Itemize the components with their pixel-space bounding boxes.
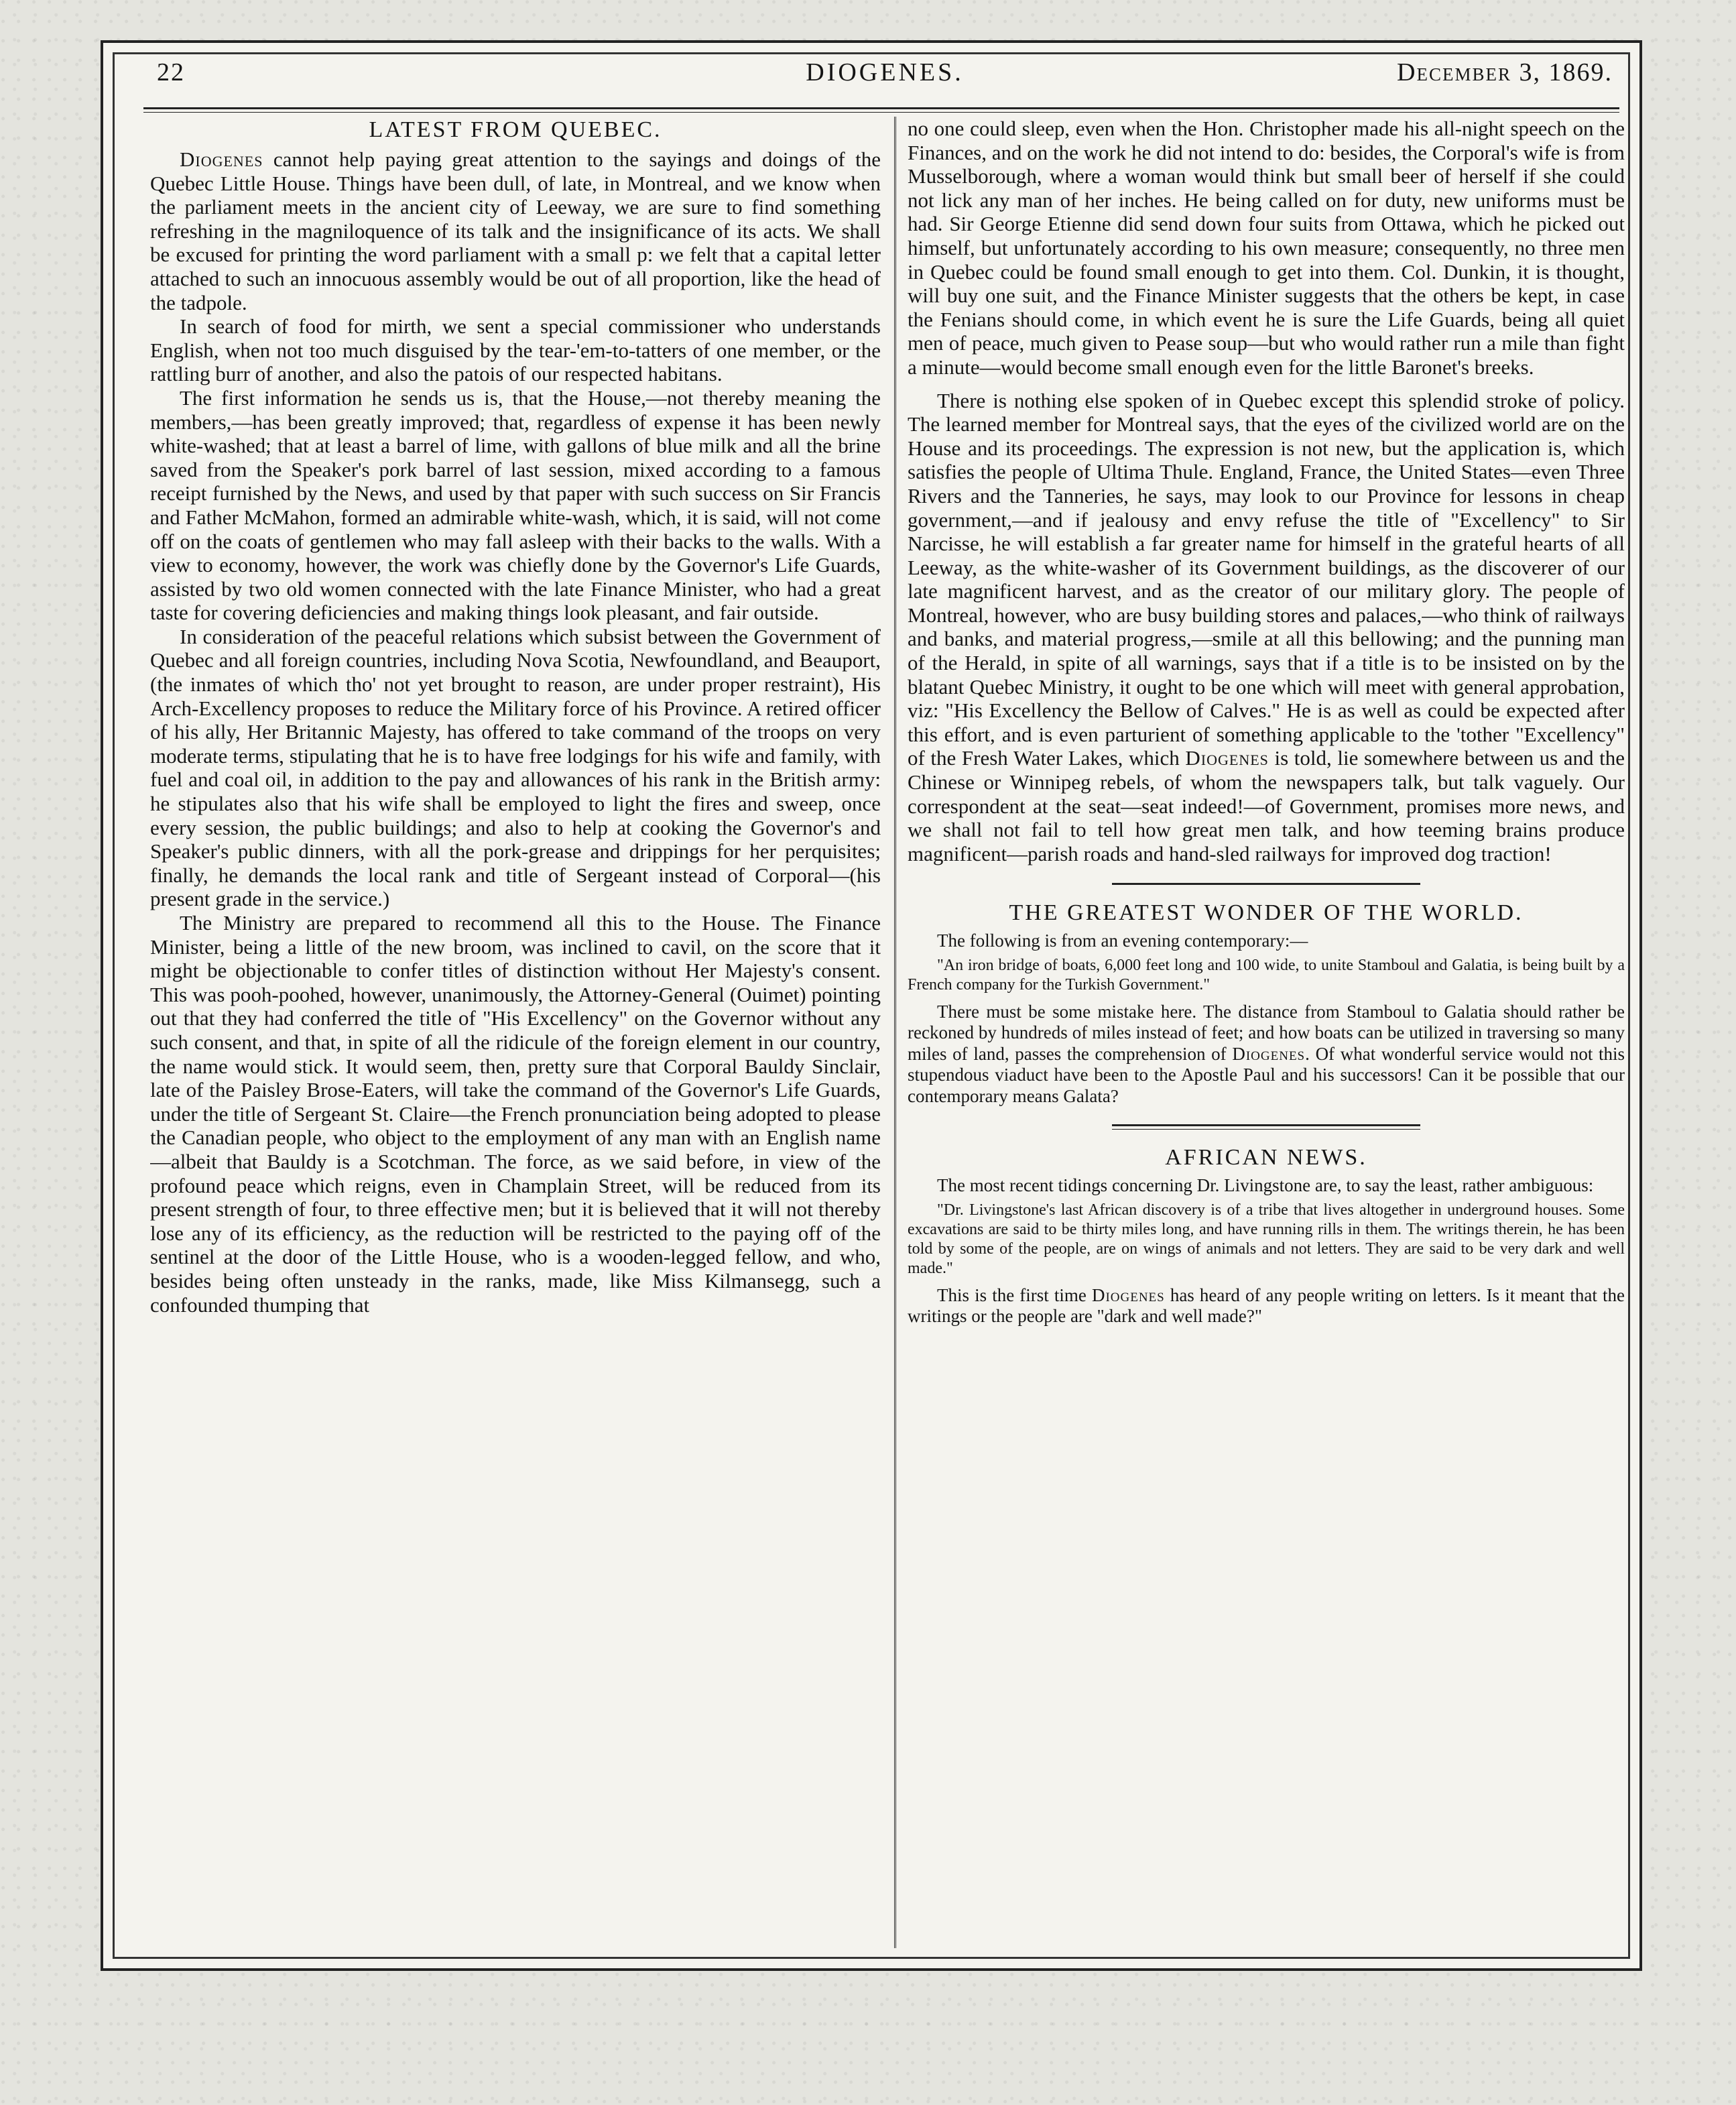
article-paragraph-continued: no one could sleep, even when the Hon. Christopher made his all-night speech on the Finances, and on the work he did not intend to do: besides, the Corporal's wife is from Musselborough, where a woman would think but small beer of herself if she could not lick any man of her inches. He being called on for duty, new uniforms must be had. Sir George Etienne did send down four suits from Ottawa, which he picked out himself, but unfortunately according to his own measure; consequently, no three men in Quebec could be found small enough to get into them. Col. Dunkin, it is thought, will buy one suit, and the Finance Minister suggests that the others be kept, in case the Fenians should come, in which event he is sure the Life Guards, being all quiet men of peace, much given to Pease soup—but who would rather run a mile than fight a minute—would become small enough even for the little Baronet's breeks. <box>908 117 1625 379</box>
article-paragraph: The first information he sends us is, that the House,—not thereby meaning the members,—has been greatly improved; that, regardless of expense it has been newly white-washed; that at least a barrel of lime, with gallons of blue milk and all the brine saved from the Speaker's pork barrel of last session, mixed according to a famous receipt furnished by the News, and used by that paper with such success on Sir Francis and Father McMahon, formed an admirable white-wash, which, it is said, will not come off on the coats of gentlemen who may fall asleep with their backs to the walls. With a view to economy, however, the work was chiefly done by the Governor's Life Guards, assisted by two old women connected with the late Finance Minister, who had a great taste for covering deficiencies and making things look pleasant, and fair outside. <box>150 385 881 625</box>
section-rule <box>1112 1124 1420 1130</box>
paper-name: Diogenes <box>1091 1284 1165 1305</box>
column-left <box>150 117 881 1948</box>
article-paragraph: The Ministry are prepared to recommend all this to the House. The Finance Minister, being a little of the new broom, was inclined to cavil, on the score that it might be objectionable to confer titles of distinction without Her Majesty's consent. This was pooh-poohed, however, unanimously, the Attorney-General (Ouimet) pointing out that they had conferred the title of "His Excellency" on the Governor without any such consent, and that, in spite of all the ridicule of the foreign element in our country, the name would stick. It would seem, then, pretty sure that Corporal Bauldy Sinclair, late of the Paisley Brose-Eaters, will take the command of the Governor's Life Guards, under the title of Sergeant St. Claire—the French pronunciation being adopted to please the Canadian people, who object to the employment of any man with an English name—albeit that Bauldy is a Scotchman. The force, as we said before, in view of the profound peace which reigns, even in Champlain Street, will be reduced from its present strength of four, to three effective men; but it is believed that it will not thereby lose any of its efficiency, as the reduction will be restricted to the paying off of the sentinel at the door of the Little House, who is a wooden-legged fellow, and who, besides being often unsteady in the ranks, made, like Miss Kilmansegg, such a confounded thumping that <box>150 911 881 1317</box>
masthead-rule <box>143 107 1619 113</box>
issue-date: December 3, 1869. <box>1397 58 1613 86</box>
article-paragraph: This is the first time Diogenes has heard of any people writing on letters. Is it meant that the writings or the people are "dark and well made?" <box>908 1284 1625 1327</box>
article-paragraph: There must be some mistake here. The distance from Stamboul to Galatia should rather be reckoned by hundreds of miles instead of feet; and how boats can be utilized in traversing so many miles of land, passes the comprehension of Diogenes. Of what wonderful service would not this stupendous viaduct have been to the Apostle Paul and his successors! Can it be possible that our contemporary means Galata? <box>908 1001 1625 1106</box>
section-rule <box>1112 883 1420 885</box>
article-headline-wonder: THE GREATEST WONDER OF THE WORLD. <box>1009 900 1524 926</box>
paper-name: Diogenes <box>1185 746 1269 770</box>
article-wonder <box>908 930 1625 1107</box>
masthead <box>157 58 1613 98</box>
article-headline-african-news: AFRICAN NEWS. <box>1165 1145 1367 1170</box>
article-quote: "Dr. Livingstone's last African discovery is of a tribe that lives altogether in underground houses. Some excavations are said to be thirty miles long, and have running rills in them. The writings therein, he has been told by some of the people, are on wings of animals and not letters. They are said to be very dark and well made." <box>908 1201 1625 1277</box>
article-paragraph: In consideration of the peaceful relations which subsist between the Government of Quebec and all foreign countries, including Nova Scotia, Newfoundland, and Beauport, (the inmates of which tho' not yet brought to reason, are under proper restraint), His Arch-Excellency proposes to reduce the Military force of his Province. A retired officer of his ally, Her Britannic Majesty, has offered to take command of the troops on very moderate terms, stipulating that he is to have free lodgings for his wife and family, with fuel and coal oil, in addition to the pay and allowances of his rank in the British army: he stipulates also that his wife shall be employed to light the fires and sweep, once every session, the public buildings; and also to help at cooking the Governor's and Speaker's public dinners, with all the pork-grease and drippings for her perquisites; finally, he demands the local rank and title of Sergeant instead of Corporal—(his present grade in the service.) <box>150 624 881 911</box>
article-intro: The most recent tidings concerning Dr. Livingstone are, to say the least, rather ambiguous: <box>937 1175 1594 1196</box>
article-african-news <box>908 1175 1625 1327</box>
article-paragraph: Diogenes cannot help paying great attention to the sayings and doings of the Quebec Little House. Things have been dull, of late, in Montreal, and we know when the parliament meets in the ancient city of Leeway, we are sure to find something refreshing in the magniloquence of its talk and the insignificance of its acts. We shall be excused for printing the word parliament with a small p: we felt that a capital letter attached to such an innocuous assembly would be out of all proportion, like the head of the tadpole. <box>150 147 881 314</box>
article-paragraph: In search of food for mirth, we sent a special commissioner who understands English, when not too much disguised by the tear-'em-to-tatters of one member, or the rattling burr of another, and also the patois of our respected habitans. <box>150 314 881 386</box>
publication-title: DIOGENES. <box>806 58 964 86</box>
article-intro: The following is from an evening contemporary:— <box>937 930 1308 951</box>
page-number: 22 <box>157 58 185 86</box>
column-right <box>908 117 1625 1948</box>
paper-name: Diogenes <box>1232 1043 1306 1064</box>
article-paragraph: There is nothing else spoken of in Quebec except this splendid stroke of policy. The learned member for Montreal says, that the eyes of the civilized world are on the House and its proceedings. The expression is not new, but the application is, which satisfies the people of Ultima Thule. England, France, the United States—even Three Rivers and the Tanneries, he says, may look to our Province for lessons in cheap government,—and if jealousy and envy refuse the title of "Excellency" to Sir Narcisse, he will establish a far greater name for himself in the grateful hearts of all Leeway, as the white-washer of its Government buildings, as the discoverer of our late magnificent harvest, and as the creator of our military glory. The people of Montreal, however, who are busy building stores and palaces,—who think of railways and banks, and material progress,—smile at all this bellowing; and the punning man of the Herald, in spite of all warnings, says that if a title is to be insisted on by the blatant Quebec Ministry, it ought to be one which will meet with general approbation, viz: "His Excellency the Bellow of Calves." He is as well as could be expected after this effort, and is even parturient of something applicable to the 'tother "Excellency" of the Fresh Water Lakes, which Diogenes is told, lie somewhere between us and the Chinese or Winnipeg rebels, of whom the newspapers talk, but talk vaguely. Our correspondent at the seat—seat indeed!—of Government, promises more news, and we shall not fail to tell how great men talk, and how teeming brains produce magnificent—parish roads and hand-sled railways for improved dog traction! <box>908 388 1625 865</box>
article-quote: "An iron bridge of boats, 6,000 feet long and 100 wide, to unite Stamboul and Galatia, is being built by a French company for the Turkish Government." <box>908 956 1625 994</box>
column-divider <box>894 117 899 1948</box>
paper-name: Diogenes <box>180 147 263 171</box>
newspaper-page <box>101 40 1642 1971</box>
article-headline-quebec: LATEST FROM QUEBEC. <box>369 117 662 142</box>
